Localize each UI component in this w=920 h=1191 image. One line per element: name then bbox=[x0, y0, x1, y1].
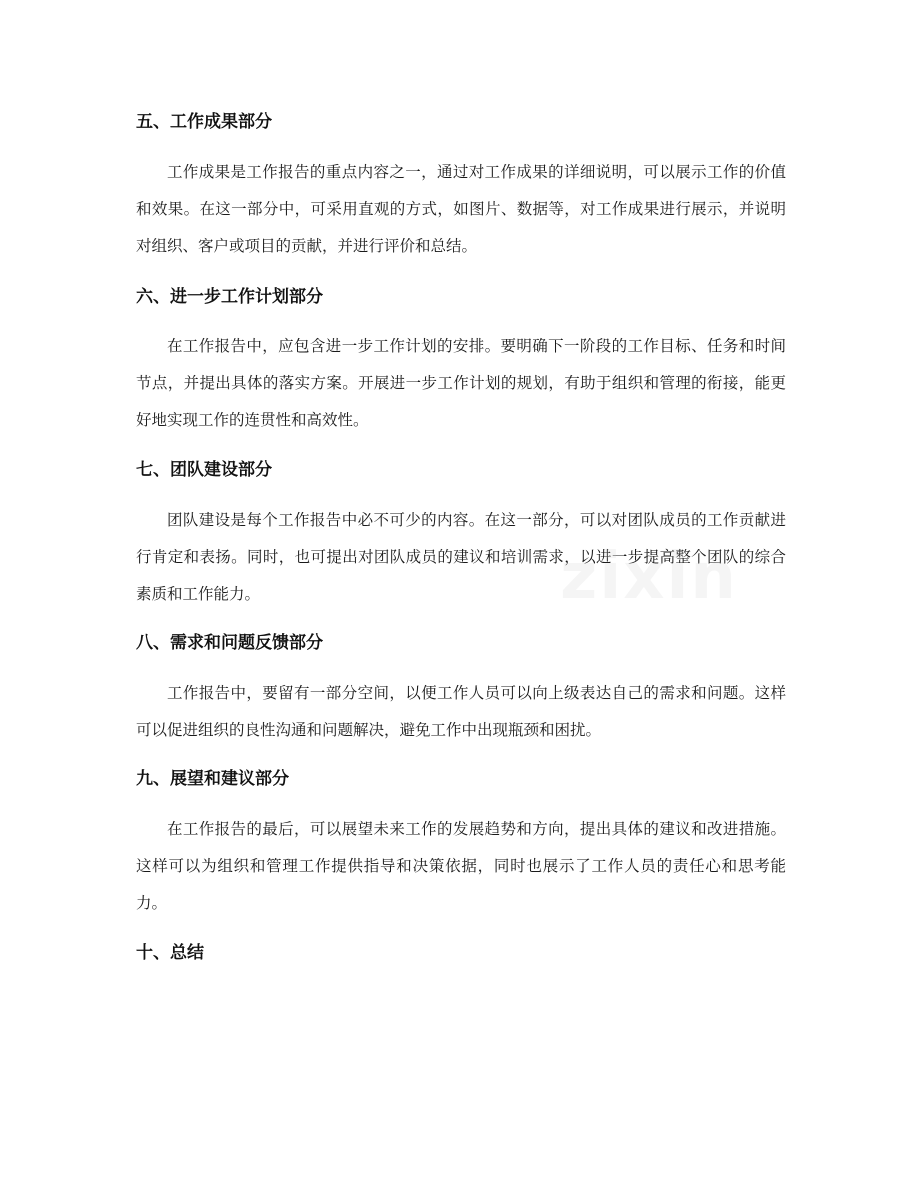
section-paragraph: 工作成果是工作报告的重点内容之一，通过对工作成果的详细说明，可以展示工作的价值和效果。在这一部分中，可采用直观的方式，如图片、数据等，对工作成果进行展示，并说明对组织、客户或项目的贡献，并进行评价和总结。 bbox=[136, 163, 786, 255]
section-heading: 九、展望和建议部分 bbox=[136, 769, 289, 789]
section-paragraph: 在工作报告的最后，可以展望未来工作的发展趋势和方向，提出具体的建议和改进措施。这样可以为组织和管理工作提供指导和决策依据，同时也展示了工作人员的责任心和思考能力。 bbox=[136, 820, 786, 912]
section-paragraph: 团队建设是每个工作报告中必不可少的内容。在这一部分，可以对团队成员的工作贡献进行肯定和表扬。同时，也可提出对团队成员的建议和培训需求，以进一步提高整个团队的综合素质和工作能力。 bbox=[136, 511, 786, 603]
section-heading: 八、需求和问题反馈部分 bbox=[136, 633, 323, 653]
section-paragraph: 工作报告中，要留有一部分空间，以便工作人员可以向上级表达自己的需求和问题。这样可以促进组织的良性沟通和问题解决，避免工作中出现瓶颈和困扰。 bbox=[136, 684, 786, 739]
section-heading: 五、工作成果部分 bbox=[136, 112, 272, 132]
section-heading: 十、总结 bbox=[136, 943, 204, 963]
section-paragraph: 在工作报告中，应包含进一步工作计划的安排。要明确下一阶段的工作目标、任务和时间节点，并提出具体的落实方案。开展进一步工作计划的规划，有助于组织和管理的衔接，能更好地实现工作的连贯性和高效性。 bbox=[136, 337, 786, 429]
section-heading: 六、进一步工作计划部分 bbox=[136, 287, 323, 307]
section-heading: 七、团队建设部分 bbox=[136, 460, 272, 480]
watermark: zixin bbox=[560, 540, 738, 614]
